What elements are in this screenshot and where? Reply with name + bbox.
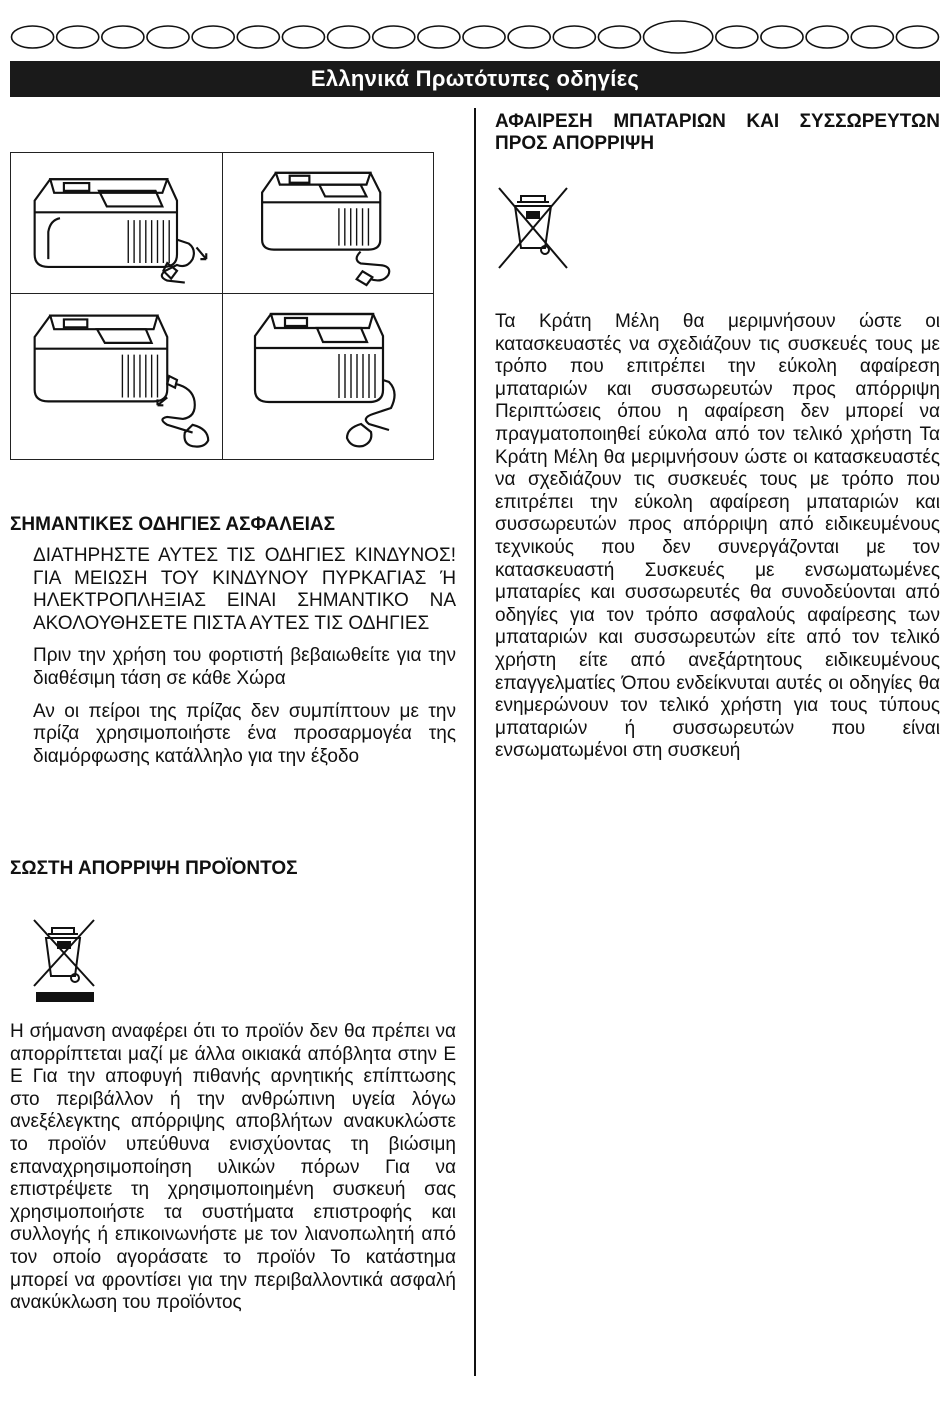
oval [57,26,99,48]
oval [373,26,415,48]
safety-heading: ΣΗΜΑΝΤΙΚΕΣ ΟΔΗΓΙΕΣ ΑΣΦΑΛΕΙΑΣ [10,514,336,535]
crossed-wheelie-bin-icon [30,916,98,1004]
page-header [10,61,940,97]
battery-text: Τα Κράτη Μέλη θα μεριμνήσουν ώστε οι κατασκευαστές να σχεδιάζουν τις συσκευές τους με τρόπο που επιτρέπει την εύκολη αφαίρεση μπαταριών και συσσωρευτών προς απόρριψη Περιπτώσεις όπου η αφαίρεση δεν μπορεί να πραγματοποιηθεί εύκολα από τον τελικό χρήστη Τα Κράτη Μέλη θα μεριμνήσουν ώστε οι κατασκευαστές να σχεδιάζουν τις συσκευές τους με τρόπο που επιτρέπει την εύκολη αφαίρεση μπαταριών και συσσωρευτών προς απόρριψη από ειδικευμένους τεχνικούς που δεν συνεργάζονται με τον κατασκευαστή Συσκευές με ενσωματωμένες μπαταρίες και συσσωρευτές θα συνοδεύονται από οδηγίες για τον τρόπο ασφαλούς αφαίρεσης των μπαταριών και συσσωρευτών είτε από τον τελικό χρήστη είτε από ανεξάρτητους ειδικευμένους επαγγελματίες Όπου ενδείκνυται αυτές οι οδηγίες θα ενημερώνουν τον τελικό χρήστη για τους τύπους μπαταριών ή συσσωρευτών που είναι ενσωματωμένοι στη συσκευή [495,311,940,762]
oval [761,26,803,48]
charger-connect-plug-icon [21,301,216,453]
oval [12,26,54,48]
charger-figure-grid [10,152,434,460]
oval-highlighted [644,21,713,53]
oval [192,26,234,48]
oval [463,26,505,48]
safety-voltage-note: Πριν την χρήση του φορτιστή βεβαιωθείτε για την διαθέσιμη τάση σε κάθε Χώρα [33,645,456,689]
battery-heading: ΑΦΑΙΡΕΣΗ ΜΠΑΤΑΡΙΩΝ ΚΑΙ ΣΥΣΣΩΡΕΥΤΩΝ ΠΡΟΣ ΑΠΟΡΡΙΨΗ [495,111,940,154]
oval [806,26,848,48]
oval [328,26,370,48]
crossed-wheelie-bin-icon-battery [495,186,571,270]
oval [716,26,758,48]
safety-adapter-note: Αν οι πείροι της πρίζας δεν συμπίπτουν με την πρίζα χρησιμοποιήστε ένα προσαρμογέα της διαμόρφωσης κατάλληλο για την έξοδο [33,700,456,767]
chapter-oval-strip [10,20,940,54]
oval [237,26,279,48]
disposal-heading: ΣΩΣΤΗ ΑΠΟΡΡΙΨΗ ΠΡΟΪΟΝΤΟΣ [10,858,298,879]
oval [896,26,938,48]
charger-connected-icon [243,301,423,453]
charger-unplug-icon [21,161,216,289]
oval [147,26,189,48]
oval [282,26,324,48]
oval [102,26,144,48]
safety-warning: ΔΙΑΤΗΡΗΣΤΕ ΑΥΤΕΣ ΤΙΣ ΟΔΗΓΙΕΣ ΚΙΝΔΥΝΟΣ! ΓΙΑ ΜΕΙΩΣΗ ΤΟΥ ΚΙΝΔΥΝΟΥ ΠΥΡΚΑΓΙΑΣ Ή ΗΛΕΚΤΡΟΠΛΗΞΙΑΣ ΕΙΝΑΙ ΣΗΜΑΝΤΙΚΟ ΝΑ ΑΚΟΛΟΥΘΗΣΕΤΕ ΠΙΣΤΑ ΑΥΤΕΣ ΤΙΣ ΟΔΗΓΙΕΣ [33,545,456,634]
oval [851,26,893,48]
oval [418,26,460,48]
column-divider [474,108,476,1376]
oval [553,26,595,48]
oval [598,26,640,48]
disposal-text: Η σήμανση αναφέρει ότι το προϊόν δεν θα πρέπει να απορρίπτεται μαζί με άλλα οικιακά απόβλητα στην Ε Ε Για την αποφυγή πιθανής αρνητικής επίπτωσης στο περιβάλλον ή την ανθρώπινη υγεία λόγω ανεξέλεγκτης απόρριψης αποβλήτων ανακυκλώστε το προϊόν υπεύθυνα ενισχύοντας τη βιώσιμη επαναχρησιμοποίηση υλικών πόρων Για να επιστρέψετε τη χρησιμοποιημένη συσκευή σας χρησιμοποιήστε τα συστήματα επιστροφής και συλλογής ή επικοινωνήστε με τον λιανοπωλητή από τον οποίο αγοράσατε το προϊόν Το κατάστημα μπορεί να φροντίσει για την περιβαλλοντικά ασφαλή ανακύκλωση του προϊόντος [10,1021,456,1314]
oval [508,26,550,48]
charger-standby-icon [243,161,423,289]
header-title: Ελληνικά Πρωτότυπες οδηγίες [310,66,640,91]
